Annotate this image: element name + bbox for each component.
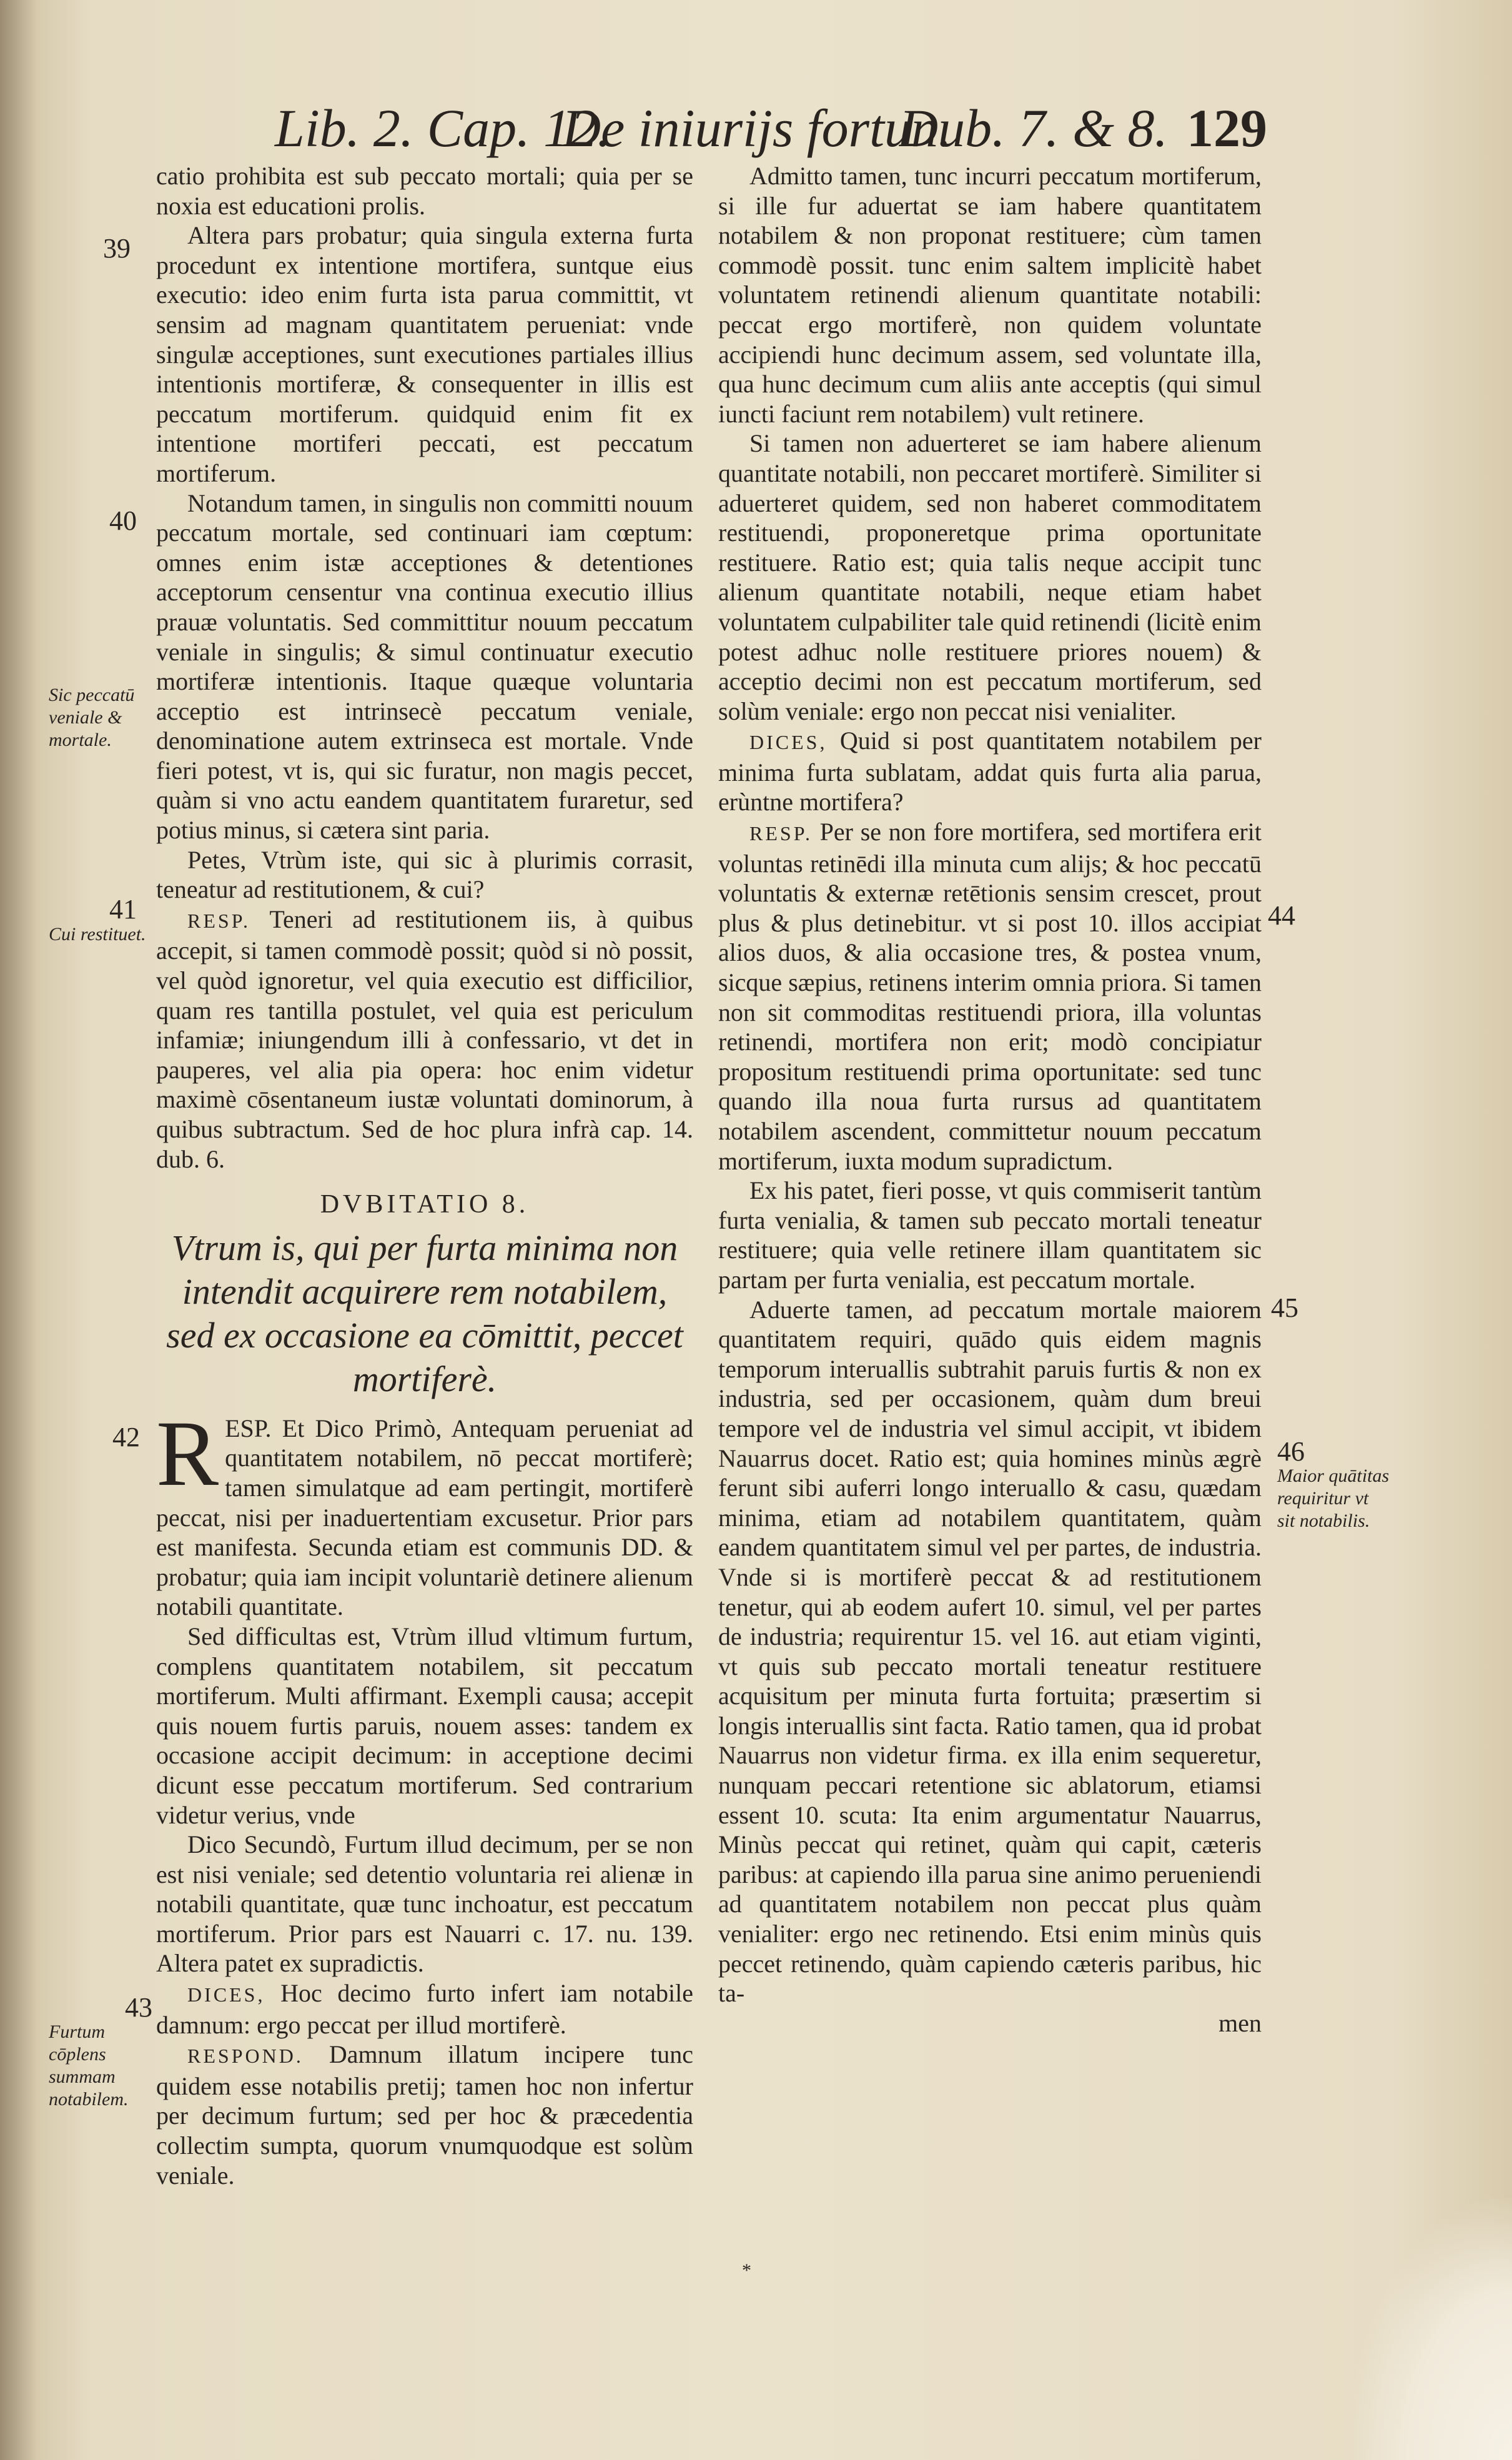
header-book-chapter: Lib. 2. Cap. 12. bbox=[275, 98, 611, 158]
header-dubitatio: Dub. 7. & 8. bbox=[899, 98, 1168, 158]
paragraph-number: 42 bbox=[112, 1422, 140, 1452]
dices-label: DICES, bbox=[187, 1983, 265, 2006]
paragraph-text: Teneri ad restitutionem iis, à quibus accepit, si tamen commodè possit; quòd si nò possit, vel quòd ignoretur, vel quia executio est difficilior, quam res tantilla postulet, vel quia est periculum infamiæ; iniungendum illi à confessario, vt det in pauperes, vel alia pia opera: hoc enim videtur maximè cōsentaneum iustæ voluntati dominorum, à quibus subtractum. Sed de hoc plura infrà cap. 14. dub. 6. bbox=[156, 905, 693, 1173]
marginal-note: Maior quātitas requiritur vt sit notabilis. bbox=[1277, 1466, 1390, 1531]
paragraph bbox=[156, 905, 693, 1174]
question-title: Vtrum is, qui per furta minima non intendit acquirere rem notabilem, sed ex occasione ea cōmittit, peccet mortiferè. bbox=[166, 1227, 683, 1399]
resp-label: RESP. bbox=[187, 909, 250, 932]
paragraph: Altera pars probatur; quia singula externa furta procedunt ex intentione mortifera, suntque eius executio: ideo enim furta ista parua committit, vt sensim ad magnam quantitatem perueniat: vnde singulæ acceptiones, sunt executiones partiales illius intentionis mortiferæ, & consequenter in illis est peccatum mortiferum. quidquid enim fit ex intentione mortiferi peccati, est peccatum mortiferum. bbox=[156, 221, 693, 487]
paragraph: Sed difficultas est, Vtrùm illud vltimum furtum, complens quantitatem notabilem, sit peccatum mortiferum. Multi affirmant. Exempli causa; accepit quis nouem furtis paruis, nouem asses: tandem ex occasione accipit decimum: in acceptione decimi dicunt esse peccatum mortiferum. Sed contrarium videtur verius, vnde bbox=[156, 1622, 693, 1829]
paragraph bbox=[718, 726, 1262, 817]
paragraph: Ex his patet, fieri posse, vt quis commiserit tantùm furta venialia, & tamen sub peccato mortali teneatur restituere; quia velle retinere illam quantitatem sic partam per furta venialia, est peccatum mortale. bbox=[718, 1176, 1262, 1294]
signature-mark: * bbox=[742, 2260, 751, 2281]
paragraph bbox=[156, 2040, 693, 2190]
header-title: De iniurijs fortun. bbox=[562, 98, 952, 158]
paragraph bbox=[156, 1978, 693, 2040]
left-column bbox=[156, 161, 693, 2190]
paragraph-text: Quid si post quantitatem notabilem per minima furta sublatam, addat quis furta alia parua, erùntne mortifera? bbox=[718, 727, 1262, 816]
paragraph-number: 45 bbox=[1271, 1292, 1298, 1323]
paragraph: Admitto tamen, tunc incurri peccatum mortiferum, si ille fur aduertat se iam habere quantitatem notabilem & non proponat restituere; cùm tamen commodè possit. tunc enim saltem implicitè habet voluntatem retinendi alienum quantitate notabili: peccat ergo mortiferè, non quidem voluntate accipiendi hunc decimum assem, sed voluntate illa, qua hunc decimum cum aliis ante acceptis (qui simul iuncti faciunt rem notabilem) vult retinere. bbox=[718, 162, 1262, 428]
dices-label: DICES, bbox=[749, 731, 828, 754]
marginal-note: Sic peccatū veniale & mortale. bbox=[49, 685, 135, 750]
paragraph: catio prohibita est sub peccato mortali; quia per se noxia est educationi prolis. bbox=[156, 162, 693, 220]
paragraph-text: Damnum illatum incipere tunc quidem esse notabilis pretij; tamen hoc non infertur per decimum furtum; sed per hoc & præcedentia collectim sumpta, quorum vnumquodque est solùm veniale. bbox=[156, 2040, 693, 2190]
paragraph-number: 46 bbox=[1277, 1436, 1305, 1467]
paragraph: Si tamen non aduerteret se iam habere alienum quantitate notabili, non peccaret mortiferè. Similiter si aduerteret quidem, sed non haberet commoditatem restituendi, proponeretque prima oportunitate restituere. Ratio est; quia talis neque accipit tunc alienum quantitate notabili, neque etiam habet voluntatem culpabiliter tale quid retinendi (licitè enim potest adhuc nolle restituere priores nouem) & acceptio decimi non est peccatum mortiferum, sed solùm veniale: ergo non peccat nisi venialiter. bbox=[718, 429, 1262, 725]
right-column bbox=[718, 161, 1262, 2038]
page-corner-damage bbox=[1350, 2198, 1512, 2460]
paragraph-number: 39 bbox=[103, 233, 131, 264]
folio-number: 129 bbox=[1187, 98, 1267, 158]
paragraph-text: ESP. Et Dico Primò, Antequam perueniat ad quantitatem notabilem, nō peccat mortiferè; tamen simulatque ad eam pertingit, mortiferè peccat, nisi per inaduertentiam excusetur. Prior pars est manifesta. Secunda etiam est communis DD. & probatur; quia iam incipit voluntariè detinere alienum notabili quantitate. bbox=[156, 1414, 693, 1621]
paragraph: Aduerte tamen, ad peccatum mortale maiorem quantitatem requiri, quādo quis eidem magnis temporum interuallis subtrahit paruis furtis & non ex industria, sed per occasionem, quàm dum breui tempore vel de industria vel simul accipit, vt ibidem Nauarrus docet. Ratio est; quia homines minùs ægrè ferunt sibi auferri longo interuallo & casu, quædam minima, etiam ad notabilem quantitatem, quàm eandem quantitatem simul vel per partes, de industria. Vnde si is mortiferè peccat & ad restitutionem tenetur, qui ab eodem aufert 10. simul, vel per partes de industria; requirentur 15. vel 16. aut etiam viginti, vt quis sub peccato mortali teneatur restituere acquisitum per minuta furta fortuita; præsertim si longis interuallis sint facta. Ratio tamen, qua id probat Nauarrus non videtur firma. ex illa enim sequeretur, nunquam peccari retentione sic ablatorum, etiamsi essent 10. scuta: Ita enim argumentatur Nauarrus, Minùs peccat qui retinet, quàm qui capit, cæteris paribus: at capiendo illa parua sine animo perueniendi ad quantitatem notabilem non peccat plus quàm venialiter: ergo nec retinendo. Etsi enim minùs quis peccet retinendo, quàm capiendo cæteris paribus, hic ta- bbox=[718, 1295, 1262, 2008]
marginal-note: Furtum cōplens summam notabilem. bbox=[49, 2021, 129, 2110]
running-header bbox=[275, 94, 1274, 162]
marginal-note: Cui restituet. bbox=[49, 924, 146, 945]
paragraph bbox=[718, 817, 1262, 1176]
respond-label: RESPOND. bbox=[187, 2045, 304, 2068]
resp-label: RESP. bbox=[749, 822, 813, 845]
paragraph bbox=[156, 1401, 693, 1622]
paragraph-number: 43 bbox=[125, 1992, 152, 2023]
catchword: men bbox=[1218, 2008, 1262, 2037]
paragraph: Notandum tamen, in singulis non committi nouum peccatum mortale, sed continuari iam cœptum: omnes enim istæ acceptiones & detentiones acceptorum censentur vna continua executio illius prauæ voluntatis. Sed committitur nouum peccatum veniale in singulis; & simul continuatur executio mortiferæ intentionis. Itaque quæque voluntaria acceptio est intrinsecè peccatum veniale, denominatione autem extrinseca est mortale. Vnde fieri potest, vt is, qui sic furatur, non magis peccet, quàm si vno actu eandem quantitatem furaretur, sed potius minus, si cætera sint paria. bbox=[156, 489, 693, 845]
paragraph-text: Per se non fore mortifera, sed mortifera erit voluntas retinēdi illa minuta cum alijs; & hoc peccatū voluntatis & externæ retētionis sensim crescet, prout plus & plus detinebitur. vt si post 10. illos accipiat alios duos, & alia occasione tres, & postea vnum, sicque sæpius, retinens interim omnia priora. Si tamen non sit commoditas restituendi priora, illa voluntas retinendi, mortifera non erit; modò concipiatur propositum restituendi prima oportunitate: sed tunc quando illa noua furta rursus ad quantitatem notabilem ascendent, committetur nouum peccatum mortiferum, iuxta modum supradictum. bbox=[718, 818, 1262, 1175]
paragraph: Dico Secundò, Furtum illud decimum, per se non est nisi veniale; sed detentio voluntaria rei alienæ in notabili quantitate, quæ tunc inchoatur, est peccatum mortiferum. Prior pars est Nauarri c. 17. nu. 139. Altera patet ex supradictis. bbox=[156, 1830, 693, 1978]
paragraph-text: Hoc decimo furto infert iam notabile damnum: ergo peccat per illud mortiferè. bbox=[156, 1979, 694, 2039]
drop-cap: R bbox=[156, 1401, 219, 1505]
paragraph-number: 40 bbox=[109, 505, 137, 536]
paragraph-number: 41 bbox=[109, 894, 137, 925]
paragraph: Petes, Vtrùm iste, qui sic à plurimis corrasit, teneatur ad restitutionem, & cui? bbox=[156, 845, 693, 904]
gutter-shadow bbox=[0, 0, 37, 2460]
section-heading: DVBITATIO 8. bbox=[320, 1190, 530, 1219]
paragraph-number: 44 bbox=[1268, 900, 1295, 931]
